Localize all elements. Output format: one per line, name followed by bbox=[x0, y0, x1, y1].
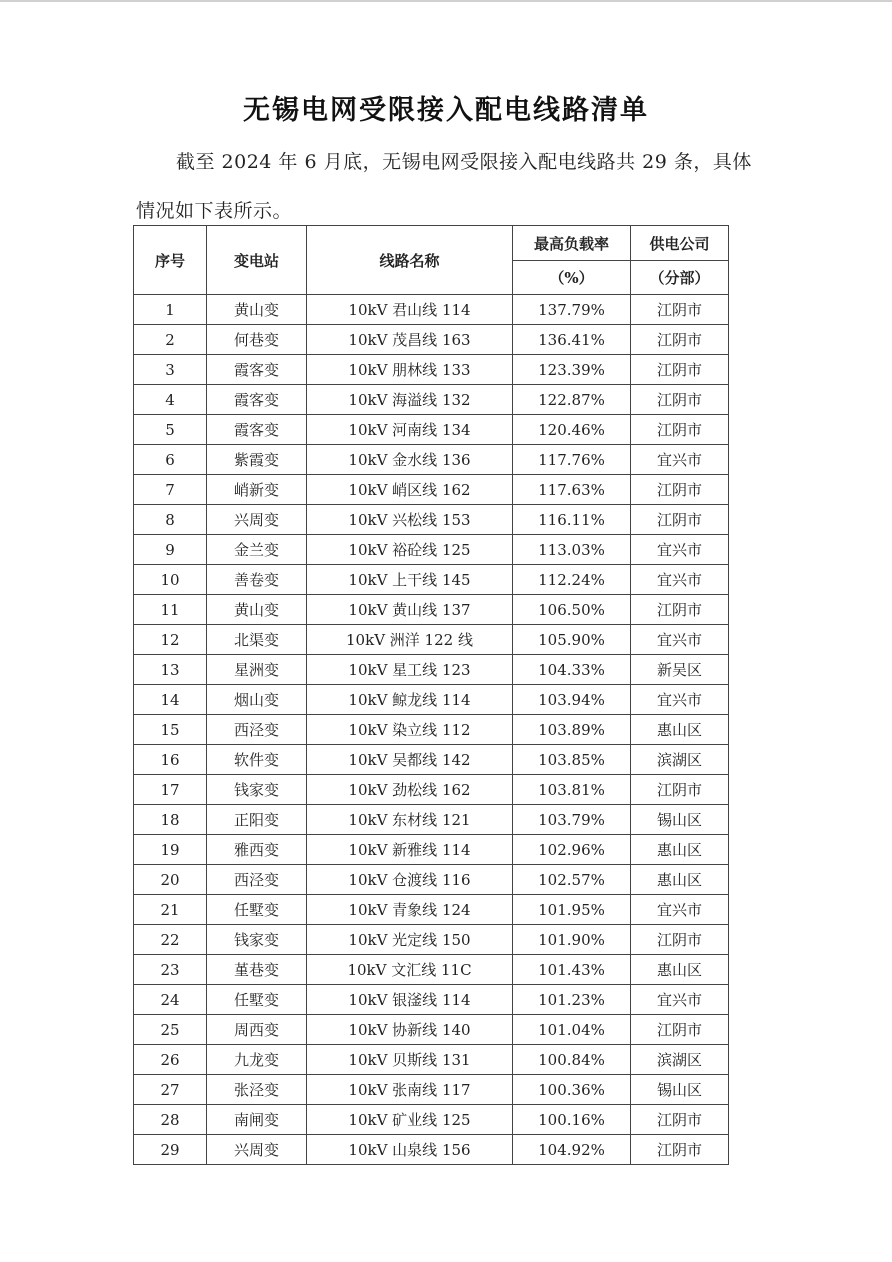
cell-substation: 西泾变 bbox=[207, 715, 307, 745]
cell-line-name: 10kV 贝斯线 131 bbox=[307, 1045, 513, 1075]
table-row bbox=[134, 715, 729, 745]
table-row bbox=[134, 835, 729, 865]
cell-company: 江阴市 bbox=[631, 1015, 729, 1045]
cell-index: 12 bbox=[134, 625, 207, 655]
cell-line-name: 10kV 张南线 117 bbox=[307, 1075, 513, 1105]
cell-load-rate: 101.43% bbox=[513, 955, 631, 985]
table-body bbox=[134, 295, 729, 1165]
cell-substation: 黄山变 bbox=[207, 295, 307, 325]
cell-index: 5 bbox=[134, 415, 207, 445]
cell-load-rate: 100.36% bbox=[513, 1075, 631, 1105]
cell-substation: 九龙变 bbox=[207, 1045, 307, 1075]
cell-substation: 钱家变 bbox=[207, 775, 307, 805]
cell-index: 14 bbox=[134, 685, 207, 715]
cell-company: 惠山区 bbox=[631, 715, 729, 745]
cell-index: 21 bbox=[134, 895, 207, 925]
cell-load-rate: 100.84% bbox=[513, 1045, 631, 1075]
table-row bbox=[134, 685, 729, 715]
page-top-border bbox=[0, 0, 892, 2]
cell-load-rate: 103.85% bbox=[513, 745, 631, 775]
table-row bbox=[134, 925, 729, 955]
cell-substation: 峭新变 bbox=[207, 475, 307, 505]
cell-index: 11 bbox=[134, 595, 207, 625]
table-row bbox=[134, 355, 729, 385]
cell-line-name: 10kV 光定线 150 bbox=[307, 925, 513, 955]
table-row bbox=[134, 775, 729, 805]
cell-index: 4 bbox=[134, 385, 207, 415]
cell-company: 江阴市 bbox=[631, 505, 729, 535]
cell-company: 江阴市 bbox=[631, 295, 729, 325]
cell-substation: 霞客变 bbox=[207, 355, 307, 385]
cell-index: 23 bbox=[134, 955, 207, 985]
cell-substation: 堇巷变 bbox=[207, 955, 307, 985]
cell-company: 江阴市 bbox=[631, 385, 729, 415]
cell-line-name: 10kV 染立线 112 bbox=[307, 715, 513, 745]
cell-load-rate: 137.79% bbox=[513, 295, 631, 325]
cell-substation: 南闸变 bbox=[207, 1105, 307, 1135]
cell-index: 13 bbox=[134, 655, 207, 685]
cell-line-name: 10kV 新雅线 114 bbox=[307, 835, 513, 865]
cell-line-name: 10kV 仓渡线 116 bbox=[307, 865, 513, 895]
cell-load-rate: 106.50% bbox=[513, 595, 631, 625]
cell-substation: 霞客变 bbox=[207, 385, 307, 415]
header-index: 序号 bbox=[134, 226, 207, 295]
table-row bbox=[134, 745, 729, 775]
cell-line-name: 10kV 裕砼线 125 bbox=[307, 535, 513, 565]
cell-substation: 霞客变 bbox=[207, 415, 307, 445]
cell-company: 惠山区 bbox=[631, 955, 729, 985]
cell-load-rate: 112.24% bbox=[513, 565, 631, 595]
cell-substation: 黄山变 bbox=[207, 595, 307, 625]
cell-line-name: 10kV 星工线 123 bbox=[307, 655, 513, 685]
cell-index: 7 bbox=[134, 475, 207, 505]
cell-index: 10 bbox=[134, 565, 207, 595]
cell-index: 15 bbox=[134, 715, 207, 745]
header-company-sub: （分部） bbox=[631, 261, 729, 295]
table-row bbox=[134, 505, 729, 535]
cell-company: 锡山区 bbox=[631, 805, 729, 835]
cell-line-name: 10kV 吴都线 142 bbox=[307, 745, 513, 775]
cell-company: 锡山区 bbox=[631, 1075, 729, 1105]
cell-substation: 雅西变 bbox=[207, 835, 307, 865]
cell-line-name: 10kV 黄山线 137 bbox=[307, 595, 513, 625]
cell-substation: 何巷变 bbox=[207, 325, 307, 355]
cell-index: 19 bbox=[134, 835, 207, 865]
cell-company: 惠山区 bbox=[631, 835, 729, 865]
table-row bbox=[134, 955, 729, 985]
cell-line-name: 10kV 君山线 114 bbox=[307, 295, 513, 325]
cell-load-rate: 101.90% bbox=[513, 925, 631, 955]
cell-substation: 善卷变 bbox=[207, 565, 307, 595]
cell-company: 宜兴市 bbox=[631, 895, 729, 925]
cell-line-name: 10kV 青象线 124 bbox=[307, 895, 513, 925]
table-row bbox=[134, 385, 729, 415]
cell-line-name: 10kV 峭区线 162 bbox=[307, 475, 513, 505]
cell-index: 3 bbox=[134, 355, 207, 385]
cell-index: 28 bbox=[134, 1105, 207, 1135]
cell-substation: 张泾变 bbox=[207, 1075, 307, 1105]
cell-load-rate: 101.23% bbox=[513, 985, 631, 1015]
cell-company: 江阴市 bbox=[631, 325, 729, 355]
table-row bbox=[134, 865, 729, 895]
cell-company: 新吴区 bbox=[631, 655, 729, 685]
cell-line-name: 10kV 金水线 136 bbox=[307, 445, 513, 475]
cell-load-rate: 116.11% bbox=[513, 505, 631, 535]
cell-line-name: 10kV 矿业线 125 bbox=[307, 1105, 513, 1135]
cell-index: 18 bbox=[134, 805, 207, 835]
header-company: 供电公司 bbox=[631, 226, 729, 261]
cell-company: 江阴市 bbox=[631, 775, 729, 805]
cell-index: 16 bbox=[134, 745, 207, 775]
table-row bbox=[134, 805, 729, 835]
cell-index: 6 bbox=[134, 445, 207, 475]
cell-company: 江阴市 bbox=[631, 595, 729, 625]
cell-company: 宜兴市 bbox=[631, 565, 729, 595]
table-row bbox=[134, 625, 729, 655]
cell-line-name: 10kV 文汇线 11C bbox=[307, 955, 513, 985]
cell-line-name: 10kV 劲松线 162 bbox=[307, 775, 513, 805]
cell-company: 滨湖区 bbox=[631, 745, 729, 775]
cell-substation: 金兰变 bbox=[207, 535, 307, 565]
table-row bbox=[134, 595, 729, 625]
cell-load-rate: 103.81% bbox=[513, 775, 631, 805]
cell-substation: 西泾变 bbox=[207, 865, 307, 895]
cell-company: 滨湖区 bbox=[631, 1045, 729, 1075]
table-row bbox=[134, 565, 729, 595]
cell-company: 江阴市 bbox=[631, 1135, 729, 1165]
cell-line-name: 10kV 海溢线 132 bbox=[307, 385, 513, 415]
table-row bbox=[134, 535, 729, 565]
cell-substation: 软件变 bbox=[207, 745, 307, 775]
cell-line-name: 10kV 山泉线 156 bbox=[307, 1135, 513, 1165]
cell-load-rate: 100.16% bbox=[513, 1105, 631, 1135]
cell-index: 25 bbox=[134, 1015, 207, 1045]
cell-index: 1 bbox=[134, 295, 207, 325]
cell-load-rate: 120.46% bbox=[513, 415, 631, 445]
intro-text: 截至 2024 年 6 月底，无锡电网受限接入配电线路共 29 条，具体情况如下表所示。 bbox=[136, 151, 752, 222]
cell-load-rate: 102.57% bbox=[513, 865, 631, 895]
header-substation: 变电站 bbox=[207, 226, 307, 295]
table-row bbox=[134, 655, 729, 685]
cell-company: 宜兴市 bbox=[631, 445, 729, 475]
cell-index: 27 bbox=[134, 1075, 207, 1105]
line-list-table bbox=[133, 225, 729, 1165]
cell-company: 江阴市 bbox=[631, 1105, 729, 1135]
cell-index: 2 bbox=[134, 325, 207, 355]
cell-substation: 任墅变 bbox=[207, 985, 307, 1015]
cell-line-name: 10kV 银滏线 114 bbox=[307, 985, 513, 1015]
cell-substation: 兴周变 bbox=[207, 1135, 307, 1165]
cell-load-rate: 113.03% bbox=[513, 535, 631, 565]
cell-substation: 紫霞变 bbox=[207, 445, 307, 475]
header-line-name: 线路名称 bbox=[307, 226, 513, 295]
cell-substation: 任墅变 bbox=[207, 895, 307, 925]
cell-company: 江阴市 bbox=[631, 355, 729, 385]
cell-index: 17 bbox=[134, 775, 207, 805]
cell-load-rate: 101.04% bbox=[513, 1015, 631, 1045]
table-row bbox=[134, 325, 729, 355]
header-load-rate: 最高负载率 bbox=[513, 226, 631, 261]
cell-line-name: 10kV 东材线 121 bbox=[307, 805, 513, 835]
document-title: 无锡电网受限接入配电线路清单 bbox=[243, 95, 649, 126]
cell-line-name: 10kV 洲洋 122 线 bbox=[307, 625, 513, 655]
cell-load-rate: 103.89% bbox=[513, 715, 631, 745]
table-row bbox=[134, 1135, 729, 1165]
cell-line-name: 10kV 鲸龙线 114 bbox=[307, 685, 513, 715]
cell-load-rate: 104.92% bbox=[513, 1135, 631, 1165]
table-row bbox=[134, 1105, 729, 1135]
cell-load-rate: 117.76% bbox=[513, 445, 631, 475]
cell-company: 江阴市 bbox=[631, 925, 729, 955]
cell-line-name: 10kV 茂昌线 163 bbox=[307, 325, 513, 355]
cell-substation: 烟山变 bbox=[207, 685, 307, 715]
cell-substation: 兴周变 bbox=[207, 505, 307, 535]
cell-index: 22 bbox=[134, 925, 207, 955]
cell-line-name: 10kV 上干线 145 bbox=[307, 565, 513, 595]
cell-index: 26 bbox=[134, 1045, 207, 1075]
cell-line-name: 10kV 兴松线 153 bbox=[307, 505, 513, 535]
cell-company: 宜兴市 bbox=[631, 685, 729, 715]
cell-line-name: 10kV 协新线 140 bbox=[307, 1015, 513, 1045]
table-row bbox=[134, 445, 729, 475]
cell-load-rate: 104.33% bbox=[513, 655, 631, 685]
cell-load-rate: 105.90% bbox=[513, 625, 631, 655]
cell-company: 宜兴市 bbox=[631, 625, 729, 655]
cell-index: 24 bbox=[134, 985, 207, 1015]
table-row bbox=[134, 895, 729, 925]
cell-load-rate: 122.87% bbox=[513, 385, 631, 415]
cell-index: 29 bbox=[134, 1135, 207, 1165]
header-load-rate-unit: （%） bbox=[513, 261, 631, 295]
cell-substation: 北渠变 bbox=[207, 625, 307, 655]
cell-index: 20 bbox=[134, 865, 207, 895]
cell-index: 8 bbox=[134, 505, 207, 535]
cell-substation: 钱家变 bbox=[207, 925, 307, 955]
table-row bbox=[134, 1045, 729, 1075]
cell-load-rate: 103.79% bbox=[513, 805, 631, 835]
cell-substation: 周西变 bbox=[207, 1015, 307, 1045]
cell-line-name: 10kV 河南线 134 bbox=[307, 415, 513, 445]
cell-company: 宜兴市 bbox=[631, 985, 729, 1015]
cell-company: 惠山区 bbox=[631, 865, 729, 895]
table-row bbox=[134, 985, 729, 1015]
table-row bbox=[134, 295, 729, 325]
cell-substation: 星洲变 bbox=[207, 655, 307, 685]
table-row bbox=[134, 475, 729, 505]
cell-load-rate: 103.94% bbox=[513, 685, 631, 715]
intro-paragraph bbox=[136, 138, 766, 236]
table-row bbox=[134, 1015, 729, 1045]
cell-company: 宜兴市 bbox=[631, 535, 729, 565]
cell-load-rate: 102.96% bbox=[513, 835, 631, 865]
table-row bbox=[134, 415, 729, 445]
cell-company: 江阴市 bbox=[631, 475, 729, 505]
cell-load-rate: 123.39% bbox=[513, 355, 631, 385]
table-row bbox=[134, 1075, 729, 1105]
cell-substation: 正阳变 bbox=[207, 805, 307, 835]
cell-load-rate: 101.95% bbox=[513, 895, 631, 925]
cell-index: 9 bbox=[134, 535, 207, 565]
cell-load-rate: 136.41% bbox=[513, 325, 631, 355]
cell-line-name: 10kV 朋林线 133 bbox=[307, 355, 513, 385]
cell-load-rate: 117.63% bbox=[513, 475, 631, 505]
cell-company: 江阴市 bbox=[631, 415, 729, 445]
